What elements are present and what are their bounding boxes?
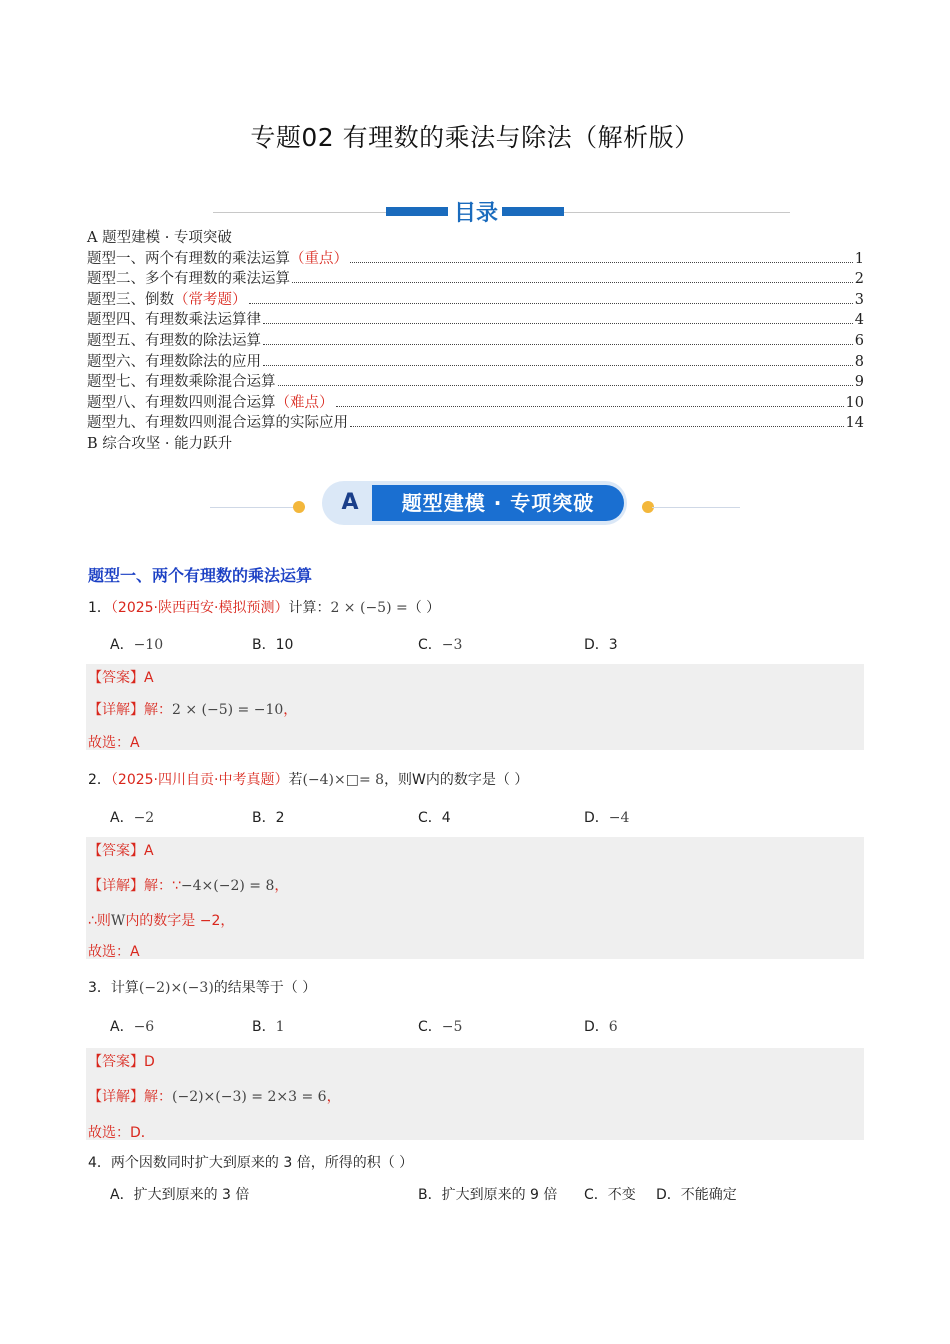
- toc-item[interactable]: 题型三、倒数 （常考题） 3: [87, 291, 864, 308]
- q2-answer-box: [86, 837, 864, 959]
- q2-option-b[interactable]: B．2: [252, 810, 285, 826]
- q4-option-c[interactable]: C．不变: [584, 1187, 636, 1203]
- q2-conclusion: ∴则W内的数字是 −2，: [88, 913, 235, 929]
- q1-option-b[interactable]: B．10: [252, 637, 294, 653]
- q2-answer: 【答案】A: [88, 843, 154, 859]
- banner-dot-left: [293, 501, 305, 513]
- q1-detail: 【详解】解：2 × (−5) = −10，: [88, 702, 298, 718]
- q2-option-c[interactable]: C．4: [418, 810, 451, 826]
- toc-section-a[interactable]: A 题型建模 · 专项突破: [87, 230, 232, 246]
- q2-detail: 【详解】解：∵−4×(−2) = 8，: [88, 878, 289, 894]
- section-title: 题型一、两个有理数的乘法运算: [88, 566, 313, 585]
- q1-option-d[interactable]: D．3: [584, 637, 618, 653]
- table-of-contents: [87, 228, 864, 455]
- q1-option-a[interactable]: A．−10: [110, 637, 164, 653]
- question-1-stem: 1．（2025·陕西西安·模拟预测）计算：2 × (−5) =（ ）: [88, 600, 441, 616]
- question-3-stem: 3．计算(−2)×(−3)的结果等于（ ）: [88, 980, 317, 996]
- banner-rule-left: [210, 507, 298, 508]
- q2-option-d[interactable]: D．−4: [584, 810, 630, 826]
- q3-detail: 【详解】解：(−2)×(−3) = 2×3 = 6，: [88, 1089, 341, 1105]
- page-title: 专题02 有理数的乘法与除法（解析版）: [250, 123, 700, 152]
- question-2-stem: 2．（2025·四川自贡·中考真题）若(−4)×□= 8，则W内的数字是（ ）: [88, 772, 529, 788]
- toc-item[interactable]: 题型七、有理数乘除混合运算 9: [87, 374, 864, 391]
- section-banner: [210, 478, 740, 528]
- q1-answer-box: [86, 664, 864, 750]
- banner-letter: A: [328, 485, 372, 521]
- q3-option-d[interactable]: D．6: [584, 1019, 618, 1035]
- toc-item[interactable]: 题型八、有理数四则混合运算 （难点） 10: [87, 394, 864, 411]
- toc-item[interactable]: 题型一、两个有理数的乘法运算 （重点） 1: [87, 250, 864, 267]
- q3-option-c[interactable]: C．−5: [418, 1019, 463, 1035]
- banner-text: 题型建模 · 专项突破: [372, 485, 624, 521]
- banner-rule-right: [652, 507, 740, 508]
- question-4-stem: 4．两个因数同时扩大到原来的 3 倍，所得的积（ ）: [88, 1155, 414, 1171]
- toc-label: 目录: [453, 200, 498, 226]
- toc-item[interactable]: 题型四、有理数乘法运算律 4: [87, 312, 864, 329]
- q1-chosen: 故选：A: [88, 735, 140, 751]
- q4-option-a[interactable]: A．扩大到原来的 3 倍: [110, 1187, 250, 1203]
- q3-chosen: 故选：D．: [88, 1125, 155, 1141]
- q2-chosen: 故选：A: [88, 944, 140, 960]
- q3-answer-box: [86, 1048, 864, 1140]
- q4-option-d[interactable]: D．不能确定: [656, 1187, 737, 1203]
- toc-item[interactable]: 题型九、有理数四则混合运算的实际应用 14: [87, 415, 864, 432]
- q3-option-a[interactable]: A．−6: [110, 1019, 155, 1035]
- toc-item[interactable]: 题型六、有理数除法的应用 8: [87, 353, 864, 370]
- toc-section-b[interactable]: B 综合攻坚 · 能力跃升: [87, 435, 233, 452]
- toc-item[interactable]: 题型二、多个有理数的乘法运算 2: [87, 271, 864, 288]
- q1-answer: 【答案】A: [88, 670, 154, 686]
- q2-option-a[interactable]: A．−2: [110, 810, 155, 826]
- q3-option-b[interactable]: B．1: [252, 1019, 285, 1035]
- q4-option-b[interactable]: B．扩大到原来的 9 倍: [418, 1187, 558, 1203]
- q1-option-c[interactable]: C．−3: [418, 637, 463, 653]
- q3-answer: 【答案】D: [88, 1054, 155, 1070]
- toc-header: [88, 196, 864, 228]
- toc-item[interactable]: 题型五、有理数的除法运算 6: [87, 332, 864, 349]
